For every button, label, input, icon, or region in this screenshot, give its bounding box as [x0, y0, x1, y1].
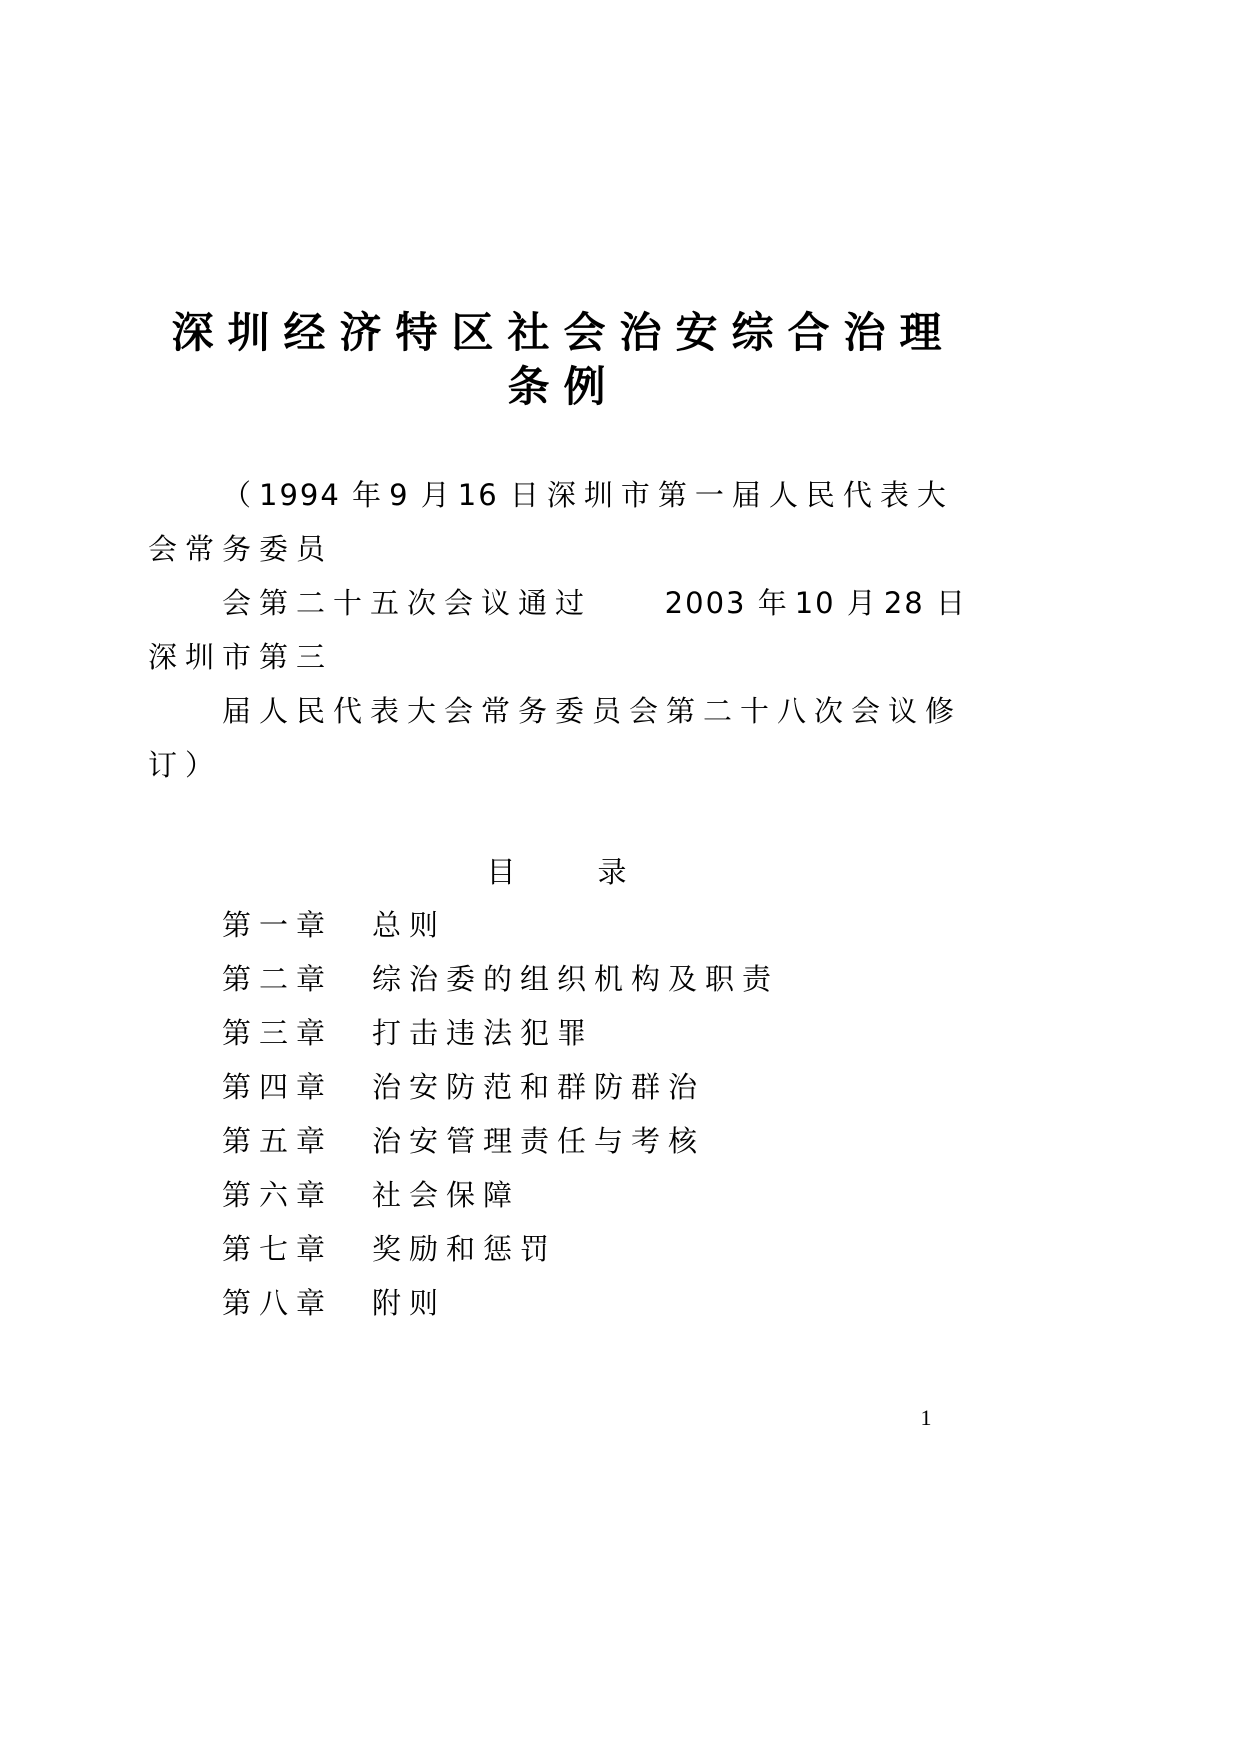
- toc-chapter-title: 综治委的组织机构及职责: [372, 962, 780, 996]
- toc-chapter-title: 总则: [372, 908, 447, 942]
- title-line-2: 条例: [507, 362, 620, 411]
- numeral-run: 28: [883, 586, 936, 620]
- toc-entry: [222, 898, 779, 952]
- toc-entry: [222, 952, 779, 1006]
- toc-chapter-title: 打击违法犯罪: [372, 1016, 595, 1050]
- toc-chapter-title: 附则: [372, 1286, 447, 1320]
- toc-chapter-title: 奖励和惩罚: [372, 1232, 558, 1266]
- page-number: 1: [920, 1405, 932, 1430]
- numeral-run: 9: [389, 478, 421, 512]
- toc-chapter-label: 第六章: [222, 1178, 334, 1212]
- numeral-run: 1994: [259, 478, 353, 512]
- toc-chapter-title: 治安防范和群防群治: [372, 1070, 706, 1104]
- history-adoption-text: 会第二十五次会议通过: [222, 586, 593, 620]
- toc-entry: [222, 1276, 779, 1330]
- history-paragraph-3-line-1: 届人民代表大会常务委员会第二十八次会议修: [222, 694, 963, 728]
- toc-entry: [222, 1168, 779, 1222]
- toc-chapter-label: 第八章: [222, 1286, 334, 1320]
- toc-chapter-label: 第七章: [222, 1232, 334, 1266]
- document-title: [148, 306, 965, 414]
- history-paragraph-1-line-1: （1994 年9 月16 日深圳市第一届人民代表大: [222, 478, 954, 512]
- toc-heading: 目 录: [486, 855, 635, 889]
- toc-entry: [222, 1060, 779, 1114]
- history-paragraph-2-line-1: [148, 576, 973, 630]
- toc-chapter-title: 治安管理责任与考核: [372, 1124, 706, 1158]
- toc-entry: [222, 1114, 779, 1168]
- toc-chapter-title: 社会保障: [372, 1178, 521, 1212]
- history-paragraph-3-line-2: 订）: [148, 748, 223, 782]
- history-paragraph-2-line-2: 深圳市第三: [148, 640, 334, 674]
- toc-entry: [222, 1006, 779, 1060]
- title-line-1: 深圳经济特区社会治安综合治理: [171, 308, 956, 357]
- toc-chapter-label: 第五章: [222, 1124, 334, 1158]
- toc-chapter-label: 第二章: [222, 962, 334, 996]
- table-of-contents: [222, 898, 779, 1330]
- toc-chapter-label: 第三章: [222, 1016, 334, 1050]
- history-paragraph-1-line-2: 会常务委员: [148, 532, 334, 566]
- numeral-run: 10: [794, 586, 847, 620]
- toc-entry: [222, 1222, 779, 1276]
- toc-chapter-label: 第一章: [222, 908, 334, 942]
- enactment-history: [148, 468, 973, 792]
- history-revision-date: 2003 年10 月28 日: [664, 586, 973, 620]
- toc-chapter-label: 第四章: [222, 1070, 334, 1104]
- numeral-run: 16: [457, 478, 510, 512]
- numeral-run: 2003: [664, 586, 758, 620]
